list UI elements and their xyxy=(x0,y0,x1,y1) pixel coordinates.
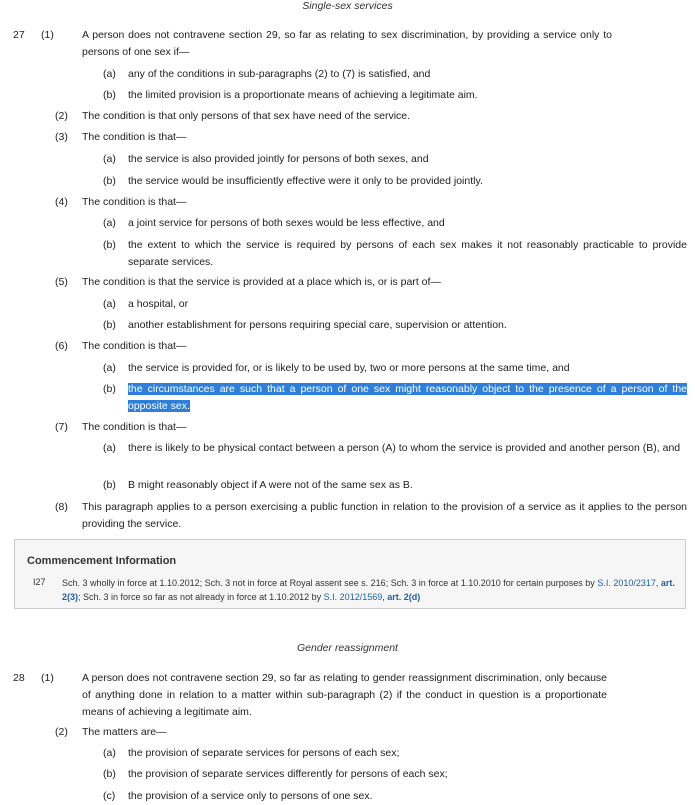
subparagraph-text: A person does not contravene section 29, so far as relating to sex discrimination, by providing a service only to persons of one sex if— xyxy=(82,29,612,58)
subparagraph-text: The condition is that— xyxy=(82,421,187,433)
item-text: any of the conditions in sub-paragraphs (2) to (7) is satisfied, and xyxy=(128,68,431,80)
item-letter: (a) xyxy=(103,68,116,80)
item-letter: (a) xyxy=(103,362,116,374)
paragraph-number: 28 xyxy=(13,672,25,684)
article-link[interactable]: art. 2(d) xyxy=(387,592,421,602)
item-text: another establishment for persons requiring special care, supervision or attention. xyxy=(128,319,507,331)
item-text: a hospital, or xyxy=(128,298,189,310)
item-letter: (c) xyxy=(103,790,116,802)
commencement-title: Commencement Information xyxy=(27,555,177,567)
annotation-id: I27 xyxy=(33,577,46,587)
subparagraph-number: (3) xyxy=(55,131,68,143)
item-text: a joint service for persons of both sexes would be less effective, and xyxy=(128,217,445,229)
item-letter: (b) xyxy=(103,89,116,101)
subparagraph-number: (7) xyxy=(55,421,68,433)
subparagraph-number: (5) xyxy=(55,276,68,288)
subparagraph-text: A person does not contravene section 29, so far as relating to gender reassignment discrimination, only because of anything done in relation to a matter within sub-paragraph (2) if the conduct in question is a proportionate means of achieving a legitimate aim. xyxy=(82,672,607,718)
commencement-text-part: Sch. 3 wholly in force at 1.10.2012; Sch. 3 not in force at Royal assent see s. 216; Sch. 3 in force at 1.10.2010 for certain purposes by xyxy=(62,578,595,588)
item-text-selected[interactable] xyxy=(128,381,687,415)
subparagraph-text: The condition is that— xyxy=(82,131,187,143)
item-text: the extent to which the service is required by persons of each sex makes it not reasonably practicable to provide separate services. xyxy=(128,239,687,268)
item-text: the provision of a service only to persons of one sex. xyxy=(128,790,373,802)
item-text: the provision of separate services for persons of each sex; xyxy=(128,747,400,759)
section-heading-single-sex: Single-sex services xyxy=(302,0,393,12)
section-heading-gender-reassignment: Gender reassignment xyxy=(297,642,398,654)
item-letter: (b) xyxy=(103,479,116,491)
item-text: B might reasonably object if A were not of the same sex as B. xyxy=(128,479,413,491)
si-link[interactable]: S.I. 2012/1569 xyxy=(323,592,383,602)
item-letter: (a) xyxy=(103,153,116,165)
subparagraph-number: (4) xyxy=(55,196,68,208)
item-letter: (a) xyxy=(103,747,116,759)
article-link[interactable]: art. 2(3) xyxy=(62,578,675,602)
item-letter: (a) xyxy=(103,298,116,310)
si-link[interactable]: S.I. 2010/2317 xyxy=(597,578,656,588)
text-selection-highlight[interactable]: the circumstances are such that a person of one sex might reasonably object to the presence of a person of the opposite sex. xyxy=(128,383,687,412)
item-text: the service is provided for, or is likely to be used by, two or more persons at the same time, and xyxy=(128,362,570,374)
item-letter: (a) xyxy=(103,442,116,454)
item-letter: (a) xyxy=(103,217,116,229)
subparagraph-number: (1) xyxy=(41,29,54,41)
paragraph-number: 27 xyxy=(13,29,25,41)
subparagraph-number: (1) xyxy=(41,672,54,684)
subparagraph-text: The condition is that the service is provided at a place which is, or is part of— xyxy=(82,276,441,288)
item-letter: (b) xyxy=(103,239,116,251)
item-letter: (b) xyxy=(103,175,116,187)
item-text: the limited provision is a proportionate means of achieving a legitimate aim. xyxy=(128,89,478,101)
subparagraph-number: (2) xyxy=(55,110,68,122)
item-letter: (b) xyxy=(103,768,116,780)
item-letter: (b) xyxy=(103,319,116,331)
subparagraph-number: (6) xyxy=(55,340,68,352)
item-text: the provision of separate services differently for persons of each sex; xyxy=(128,768,448,780)
subparagraph-text: This paragraph applies to a person exercising a public function in relation to the provision of a service as it applies to the person providing the service. xyxy=(82,501,687,530)
commencement-text: Sch. 3 wholly in force at 1.10.2012; Sch. 3 not in force at Royal assent see s. 216; Sch. 3 in force at 1.10.2010 for certain purposes by S.I. 2010/2317, art. 2(3); Sch. 3 in force so far as not already in force at 1.10.2012 by S.I. 2012/1569, art. 2(d) xyxy=(62,578,675,602)
subparagraph-text: The matters are— xyxy=(82,726,167,738)
item-text: the service would be insufficiently effective were it only to be provided jointly. xyxy=(128,175,483,187)
item-text: there is likely to be physical contact between a person (A) to whom the service is provided and another person (B), and xyxy=(128,442,681,454)
subparagraph-number: (8) xyxy=(55,501,68,513)
commencement-text-part: ; Sch. 3 in force so far as not already in force at 1.10.2012 by xyxy=(78,592,322,602)
subparagraph-text: The condition is that— xyxy=(82,340,187,352)
item-letter: (b) xyxy=(103,383,116,395)
subparagraph-number: (2) xyxy=(55,726,68,738)
commencement-info-box xyxy=(14,539,686,609)
subparagraph-text: The condition is that only persons of that sex have need of the service. xyxy=(82,110,411,122)
subparagraph-text: The condition is that— xyxy=(82,196,187,208)
item-text: the service is also provided jointly for persons of both sexes, and xyxy=(128,153,429,165)
